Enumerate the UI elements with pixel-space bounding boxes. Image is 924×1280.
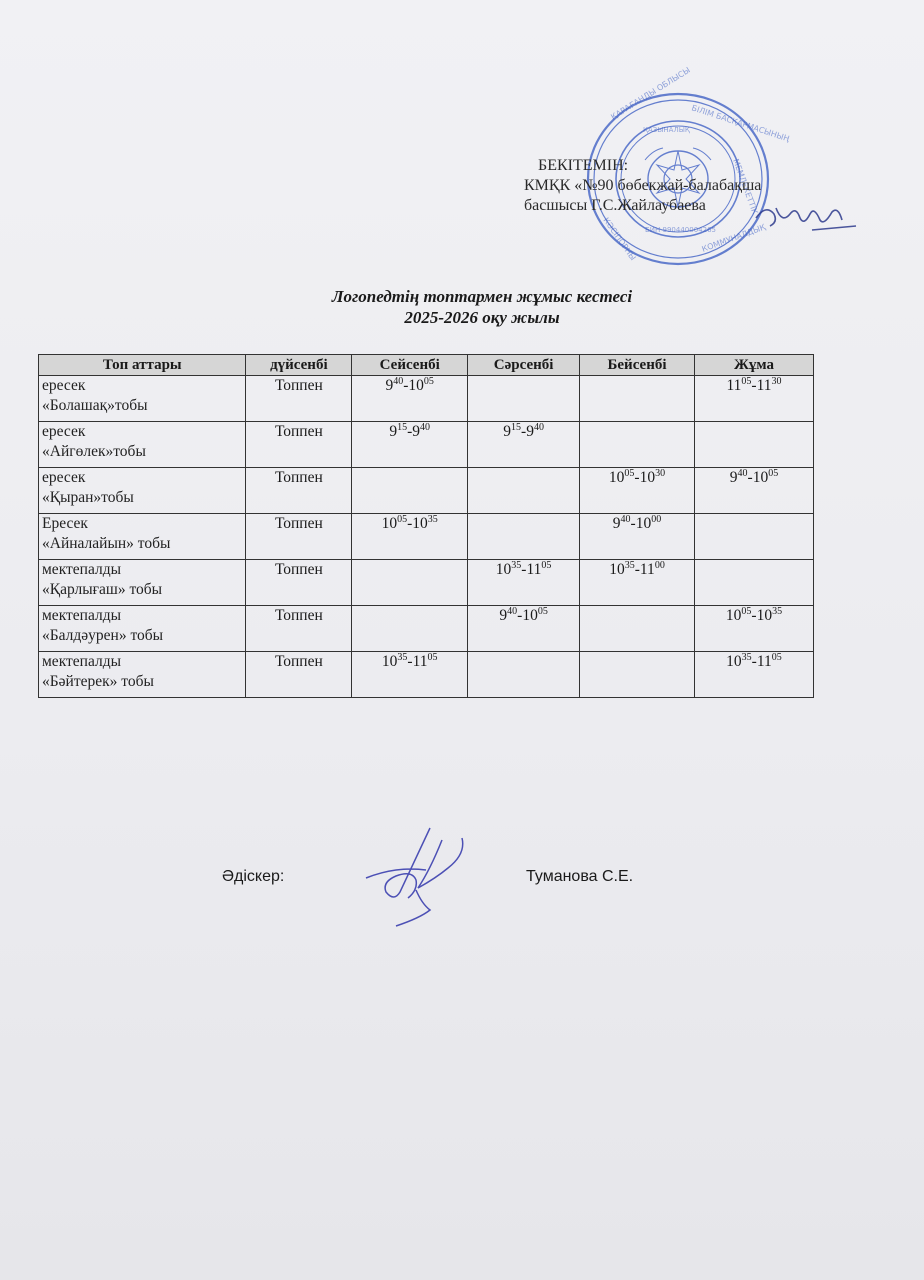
group-name-cell: [39, 376, 246, 422]
time-minutes: 35: [427, 514, 438, 525]
schedule-cell-mon: [246, 652, 352, 698]
schedule-cell-fri: [694, 422, 813, 468]
time-minutes: 35: [397, 652, 408, 663]
schedule-cell-fri: [694, 652, 813, 698]
time-hours: 11: [726, 377, 742, 394]
schedule-cell-wed: [468, 422, 580, 468]
group-title: «Балдәурен» тобы: [42, 627, 164, 644]
time-minutes: 15: [397, 422, 408, 433]
svg-text:БІЛІМ БАСҚАРМАСЫНЫҢ: БІЛІМ БАСҚАРМАСЫНЫҢ: [690, 103, 791, 144]
time-hours: 10: [635, 515, 652, 532]
schedule-cell-mon: [246, 468, 352, 514]
time-range: $9^{40}-10^{05}$: [499, 606, 548, 624]
header-monday: дүйсенбі: [246, 355, 352, 376]
group-name-cell: [39, 422, 246, 468]
time-minutes: 40: [420, 422, 431, 433]
time-hours: 10: [381, 653, 398, 670]
group-name-cell: [39, 514, 246, 560]
table-row: [39, 514, 814, 560]
time-minutes: 35: [741, 652, 752, 663]
table-row: [39, 376, 814, 422]
group-name-cell: [39, 560, 246, 606]
header-thursday: Бейсенбі: [580, 355, 695, 376]
time-range: $10^{35}-11^{05}$: [495, 560, 552, 578]
time-minutes: 05: [741, 376, 752, 387]
time-hours: 10: [639, 469, 656, 486]
time-hours: 11: [412, 653, 428, 670]
time-minutes: 40: [507, 606, 518, 617]
time-range: $10^{35}-11^{05}$: [726, 652, 782, 670]
time-minutes: 05: [423, 376, 434, 387]
schedule-cell-mon: [246, 376, 352, 422]
time-hours: 9: [385, 377, 394, 394]
schedule-cell-tue: [352, 606, 468, 652]
session-type: Топпен: [274, 515, 323, 532]
time-minutes: 05: [624, 468, 635, 479]
time-hours: 10: [408, 377, 424, 394]
time-hours: 10: [608, 469, 625, 486]
time-range: $9^{15}-9^{40}$: [503, 422, 544, 440]
time-hours: 9: [612, 515, 621, 532]
time-hours: 9: [499, 607, 508, 624]
time-hours: 10: [725, 607, 742, 624]
schedule-cell-tue: [352, 560, 468, 606]
approval-organization: КМҚК «№90 бөбекжай-балабақша: [524, 177, 762, 194]
session-type: Топпен: [274, 469, 323, 486]
schedule-cell-tue: [352, 652, 468, 698]
methodist-name: Туманова С.Е.: [526, 868, 634, 885]
group-title: «Қыран»тобы: [42, 489, 134, 506]
head-signature: [752, 196, 862, 236]
time-hours: 9: [729, 469, 738, 486]
time-hours: 9: [526, 423, 534, 440]
svg-text:КӘСІПОРНЫ: КӘСІПОРНЫ: [601, 215, 638, 263]
svg-text:МЕМЛЕКЕТТІК: МЕМЛЕКЕТТІК: [731, 157, 760, 216]
schedule-cell-tue: [352, 468, 468, 514]
time-hours: 9: [503, 423, 512, 440]
time-range: $10^{05}-10^{30}$: [608, 468, 666, 486]
group-age-label: ересек: [42, 377, 86, 394]
table-row: [39, 422, 814, 468]
title-line-1: Логопедтің топтармен жұмыс кестесі: [331, 287, 633, 306]
group-title: «Айгөлек»тобы: [42, 443, 146, 460]
group-name-cell: [39, 606, 246, 652]
group-name-cell: [39, 468, 246, 514]
schedule-cell-thu: [580, 514, 695, 560]
time-hours: 11: [756, 653, 772, 670]
schedule-table: [38, 354, 814, 698]
time-hours: 10: [756, 607, 773, 624]
svg-text:ҚАРАҒАНДЫ ОБЛЫСЫ: ҚАРАҒАНДЫ ОБЛЫСЫ: [609, 65, 692, 122]
header-tuesday: Сейсенбі: [352, 355, 468, 376]
time-minutes: 30: [655, 468, 666, 479]
time-range: $11^{05}-11^{30}$: [726, 376, 782, 394]
table-row: [39, 468, 814, 514]
time-minutes: 35: [772, 606, 783, 617]
table-header-row: [39, 355, 814, 376]
schedule-cell-wed: [468, 468, 580, 514]
time-minutes: 05: [741, 606, 752, 617]
table-row: [39, 652, 814, 698]
time-minutes: 35: [511, 560, 522, 571]
time-minutes: 35: [624, 560, 635, 571]
time-minutes: 40: [393, 376, 404, 387]
time-hours: 10: [522, 607, 538, 624]
time-range: $10^{35}-11^{05}$: [381, 652, 438, 670]
header-group-names: Топ аттары: [39, 355, 246, 376]
methodist-signature: [356, 818, 476, 936]
session-type: Топпен: [274, 423, 323, 440]
schedule-cell-fri: [694, 376, 813, 422]
time-hours: 11: [639, 561, 655, 578]
approval-head-name: басшысы Г.С.Жайлаубаева: [524, 197, 706, 214]
schedule-cell-fri: [694, 468, 813, 514]
time-hours: 11: [756, 377, 772, 394]
group-age-label: мектепалды: [42, 607, 122, 624]
schedule-cell-mon: [246, 606, 352, 652]
table-body: [39, 376, 814, 698]
time-minutes: 00: [651, 514, 662, 525]
document-title: [0, 286, 924, 328]
session-type: Топпен: [274, 607, 323, 624]
methodist-role: Әдіскер:: [222, 868, 285, 885]
schedule-cell-tue: [352, 376, 468, 422]
approval-block: [524, 156, 761, 216]
approval-heading: БЕКІТЕМІН:: [538, 157, 629, 174]
table-row: [39, 606, 814, 652]
header-wednesday: Сәрсенбі: [468, 355, 580, 376]
time-hours: 10: [752, 469, 769, 486]
time-range: $9^{40}-10^{00}$: [612, 514, 662, 532]
time-range: $10^{35}-11^{00}$: [609, 560, 665, 578]
time-hours: 10: [381, 515, 398, 532]
time-minutes: 40: [533, 422, 544, 433]
svg-text:ҚАЗЫНАЛЫҚ: ҚАЗЫНАЛЫҚ: [643, 126, 690, 134]
time-hours: 11: [526, 561, 542, 578]
group-age-label: Ересек: [42, 515, 88, 532]
schedule-cell-tue: [352, 422, 468, 468]
schedule-cell-fri: [694, 560, 813, 606]
time-minutes: 30: [771, 376, 782, 387]
group-title: «Бәйтерек» тобы: [42, 673, 154, 690]
schedule-cell-wed: [468, 376, 580, 422]
time-range: $10^{05}-10^{35}$: [381, 514, 438, 532]
table-row: [39, 560, 814, 606]
schedule-cell-mon: [246, 560, 352, 606]
time-minutes: 05: [427, 652, 438, 663]
schedule-cell-thu: [580, 376, 695, 422]
schedule-cell-wed: [468, 652, 580, 698]
schedule-cell-mon: [246, 514, 352, 560]
time-hours: 9: [412, 423, 421, 440]
time-hours: 10: [726, 653, 742, 670]
schedule-cell-tue: [352, 514, 468, 560]
svg-text:БИН 990440004265: БИН 990440004265: [645, 226, 716, 234]
time-minutes: 40: [620, 514, 631, 525]
time-minutes: 05: [771, 652, 782, 663]
time-range: $9^{40}-10^{05}$: [385, 376, 434, 394]
time-minutes: 05: [397, 514, 408, 525]
schedule-cell-fri: [694, 514, 813, 560]
time-minutes: 15: [511, 422, 522, 433]
time-hours: 10: [412, 515, 428, 532]
schedule-cell-mon: [246, 422, 352, 468]
session-type: Топпен: [274, 377, 323, 394]
session-type: Топпен: [274, 561, 323, 578]
time-minutes: 00: [654, 560, 665, 571]
svg-text:КОММУНАЛДЫҚ: КОММУНАЛДЫҚ: [700, 222, 767, 254]
group-age-label: мектепалды: [42, 561, 122, 578]
schedule-cell-wed: [468, 606, 580, 652]
schedule-cell-thu: [580, 468, 695, 514]
header-friday: Жұма: [694, 355, 813, 376]
group-title: «Болашақ»тобы: [42, 397, 148, 414]
group-name-cell: [39, 652, 246, 698]
group-age-label: мектепалды: [42, 653, 122, 670]
time-hours: 10: [609, 561, 625, 578]
time-range: $9^{40}-10^{05}$: [729, 468, 779, 486]
time-hours: 9: [389, 423, 398, 440]
time-minutes: 05: [768, 468, 779, 479]
group-age-label: ересек: [42, 423, 86, 440]
schedule-cell-wed: [468, 560, 580, 606]
schedule-cell-fri: [694, 606, 813, 652]
time-hours: 10: [495, 561, 512, 578]
time-minutes: 40: [737, 468, 748, 479]
time-minutes: 05: [541, 560, 552, 571]
group-age-label: ересек: [42, 469, 86, 486]
group-title: «Айналайын» тобы: [42, 535, 171, 552]
title-line-2: 2025-2026 оқу жылы: [404, 308, 560, 327]
session-type: Топпен: [274, 653, 323, 670]
time-minutes: 05: [537, 606, 548, 617]
time-range: $10^{05}-10^{35}$: [725, 606, 783, 624]
schedule-cell-wed: [468, 514, 580, 560]
time-range: $9^{15}-9^{40}$: [389, 422, 431, 440]
group-title: «Қарлығаш» тобы: [42, 581, 163, 598]
schedule-cell-thu: [580, 606, 695, 652]
schedule-cell-thu: [580, 652, 695, 698]
schedule-cell-thu: [580, 560, 695, 606]
schedule-cell-thu: [580, 422, 695, 468]
